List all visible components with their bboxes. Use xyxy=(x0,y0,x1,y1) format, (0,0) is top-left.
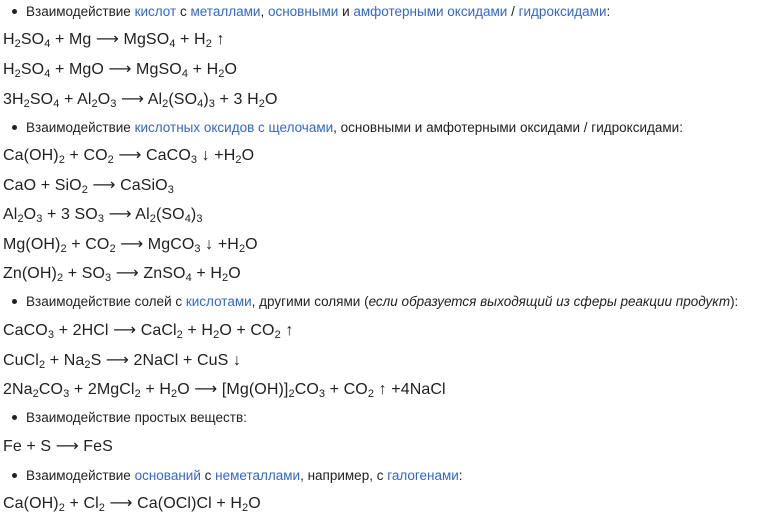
bullet-icon xyxy=(12,125,17,130)
equation-1-1: $H_2SO_4 + Mg$ ⟶ MgSO$_4$ + $H_2$ ↑ xyxy=(3,31,225,50)
equation-2-3: $Al_2O_3 + 3$ $SO_3$ ⟶ $Al_2(SO_4)_3$ xyxy=(3,206,203,225)
heading-text: ): xyxy=(730,294,739,309)
equation-3-2: CuCl$_2$ + $Na_2S$ ⟶ 2NaCl + CuS ↓ xyxy=(3,352,242,371)
equation-5-1: $Ca(OH)_2 + Cl_2$ ⟶ $Ca(OCl)Cl + H_2O$ xyxy=(3,495,261,514)
heading-text: , xyxy=(260,4,268,19)
section-5-heading xyxy=(8,467,463,485)
equation-2-4: $Mg(OH)_2 + CO_2$ ⟶ MgCO$_3$ ↓ $+H_2O$ xyxy=(3,236,258,255)
equation-2-5: $Zn(OH)_2 + SO_3$ ⟶ ZnSO$_4$ + $H_2O$ xyxy=(3,265,241,284)
heading-text: , другими солями ( xyxy=(251,294,369,309)
equation-3-3: $2Na_2CO_3$ + 2MgCl$_2$ + $H_2O$ ⟶ $[Mg(OH)]_2CO_3 + CO_2$ ↑ +4NaCl xyxy=(3,381,446,400)
heading-text: Взаимодействие солей с xyxy=(26,294,186,309)
term-link[interactable]: гидроксидами xyxy=(518,4,607,19)
term-link[interactable]: с щелочами xyxy=(258,120,334,135)
heading-text: , основными и амфотерными оксидами / гидроксидами: xyxy=(333,120,683,135)
section-3-heading xyxy=(8,293,738,311)
term-link[interactable]: кислотами xyxy=(185,294,252,309)
term-link[interactable]: амфотерными оксидами xyxy=(353,4,508,19)
term-link[interactable]: оснований xyxy=(134,468,201,483)
heading-text: с xyxy=(200,468,216,483)
term-link[interactable]: металлами xyxy=(190,4,261,19)
italic-note: если образуется выходящий из сферы реакции продукт xyxy=(368,294,731,309)
heading-text: Взаимодействие простых веществ: xyxy=(26,410,247,425)
section-2-heading xyxy=(8,119,683,137)
heading-text: Взаимодействие xyxy=(26,468,135,483)
heading-text: : xyxy=(458,468,463,483)
term-link[interactable]: основными xyxy=(267,4,339,19)
heading-text: , например, с xyxy=(300,468,388,483)
bullet-icon xyxy=(12,9,17,14)
section-1-heading xyxy=(8,3,610,21)
heading-text: Взаимодействие xyxy=(26,120,135,135)
heading-text: и xyxy=(338,4,354,19)
equation-4-1: Fe + S ⟶ FeS xyxy=(3,438,113,455)
equation-1-3: $3H_2SO_4 + Al_2O_3$ ⟶ $Al_2(SO_4)_3 + 3$ $H_2O$ xyxy=(3,91,278,110)
equation-2-1: $Ca(OH)_2 + CO_2$ ⟶ CaCO$_3$ ↓ $+H_2O$ xyxy=(3,147,255,166)
equation-3-1: CaCO$_3$ + 2HCl ⟶ CaCl$_2$ + $H_2O + CO_2$ ↑ xyxy=(3,322,294,341)
heading-text: / xyxy=(507,4,519,19)
term-link[interactable]: галогенами xyxy=(387,468,459,483)
term-link[interactable]: кислот xyxy=(134,4,177,19)
bullet-icon xyxy=(12,299,17,304)
equation-1-2: $H_2SO_4$ + MgO ⟶ MgSO$_4$ + $H_2O$ xyxy=(3,61,237,80)
heading-text: Взаимодействие xyxy=(26,4,135,19)
bullet-icon xyxy=(12,415,17,420)
term-link[interactable]: кислотных оксидов xyxy=(134,120,255,135)
section-4-heading xyxy=(8,409,247,427)
equation-2-2: CaO + SiO$_2$ ⟶ CaSiO$_3$ xyxy=(3,177,174,196)
bullet-icon xyxy=(12,473,17,478)
heading-text: : xyxy=(606,4,611,19)
term-link[interactable]: неметаллами xyxy=(215,468,301,483)
heading-text: с xyxy=(176,4,191,19)
